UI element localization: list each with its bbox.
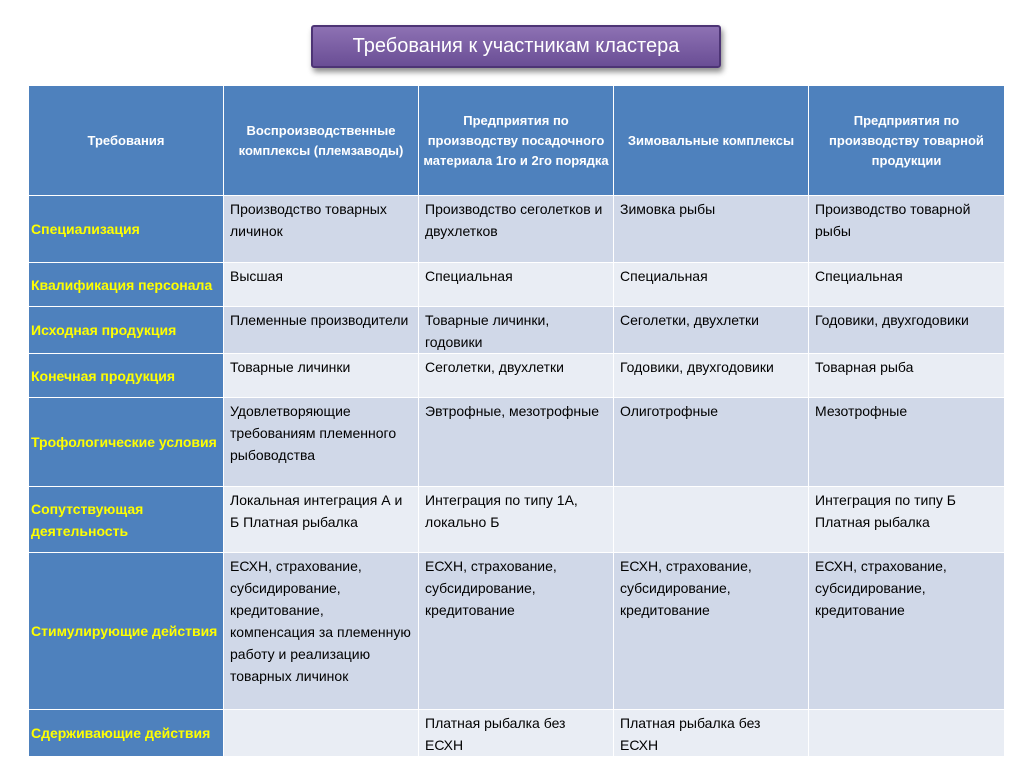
table-cell: Высшая — [224, 263, 419, 307]
header-requirements: Требования — [29, 86, 224, 196]
table-cell: Интеграция по типу Б Платная рыбалка — [809, 487, 1005, 553]
table-cell: Специальная — [614, 263, 809, 307]
table-cell: Производство сеголетков и двухлетков — [419, 196, 614, 263]
table-cell: Годовики, двухгодовики — [809, 307, 1005, 354]
table-cell: Эвтрофные, мезотрофные — [419, 398, 614, 487]
table-cell — [224, 710, 419, 757]
table-cell: Мезотрофные — [809, 398, 1005, 487]
header-planting-material: Предприятия по производству посадочного материала 1го и 2го порядка — [419, 86, 614, 196]
row-label: Сдерживающие действия — [29, 710, 224, 757]
table-cell: Племенные производители — [224, 307, 419, 354]
row-label: Трофологические условия — [29, 398, 224, 487]
table-row — [29, 398, 1005, 487]
table-cell: Удовлетворяющие требованиям племенного рыбоводства — [224, 398, 419, 487]
table-header-row — [29, 86, 1005, 196]
row-label: Специализация — [29, 196, 224, 263]
table-cell: Товарные личинки — [224, 354, 419, 398]
table-cell: Годовики, двухгодовики — [614, 354, 809, 398]
table-cell: Специальная — [419, 263, 614, 307]
table-cell: ЕСХН, страхование, субсидирование, кредитование — [419, 553, 614, 710]
table-cell: Производство товарной рыбы — [809, 196, 1005, 263]
table-row — [29, 307, 1005, 354]
row-label: Квалификация персонала — [29, 263, 224, 307]
table-cell: Товарные личинки, годовики — [419, 307, 614, 354]
row-label: Конечная продукция — [29, 354, 224, 398]
header-breeding-complexes: Воспроизводственные комплексы (племзаводы) — [224, 86, 419, 196]
table-row — [29, 553, 1005, 710]
requirements-table — [28, 85, 1005, 757]
header-wintering-complexes: Зимовальные комплексы — [614, 86, 809, 196]
table-cell — [614, 487, 809, 553]
table-cell: Зимовка рыбы — [614, 196, 809, 263]
slide-title: Требования к участникам кластера — [311, 25, 721, 68]
table-cell: Сеголетки, двухлетки — [419, 354, 614, 398]
table-cell: Платная рыбалка без ЕСХН — [614, 710, 809, 757]
header-commercial-production: Предприятия по производству товарной продукции — [809, 86, 1005, 196]
table-cell: Олиготрофные — [614, 398, 809, 487]
table-cell — [809, 710, 1005, 757]
table-row — [29, 354, 1005, 398]
table-cell: ЕСХН, страхование, субсидирование, кредитование, компенсация за племенную работу и реализацию товарных личинок — [224, 553, 419, 710]
table-cell: Локальная интеграция А и Б Платная рыбалка — [224, 487, 419, 553]
table-cell: Платная рыбалка без ЕСХН — [419, 710, 614, 757]
row-label: Стимулирующие действия — [29, 553, 224, 710]
table-cell: Товарная рыба — [809, 354, 1005, 398]
table-cell: ЕСХН, страхование, субсидирование, кредитование — [809, 553, 1005, 710]
table-cell: Сеголетки, двухлетки — [614, 307, 809, 354]
table-cell: Интеграция по типу 1А, локально Б — [419, 487, 614, 553]
table-row — [29, 487, 1005, 553]
row-label: Сопутствующая деятельность — [29, 487, 224, 553]
table-row — [29, 263, 1005, 307]
table-row — [29, 196, 1005, 263]
table-cell: Производство товарных личинок — [224, 196, 419, 263]
row-label: Исходная продукция — [29, 307, 224, 354]
table-cell: ЕСХН, страхование, субсидирование, кредитование — [614, 553, 809, 710]
table-row — [29, 710, 1005, 757]
table-cell: Специальная — [809, 263, 1005, 307]
